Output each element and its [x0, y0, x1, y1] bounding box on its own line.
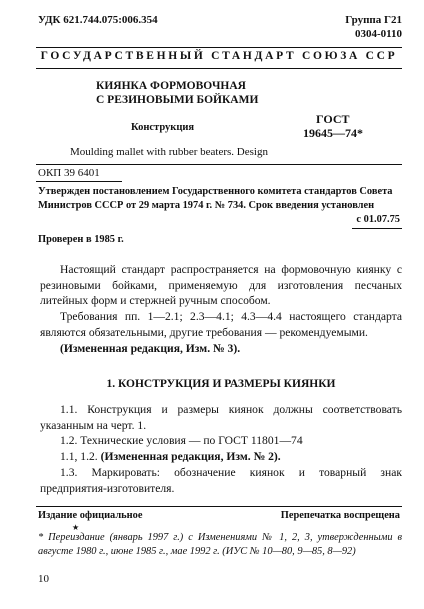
requirements-paragraph: Требования пп. 1—2.1; 2.3—4.1; 4.3—4.4 настоящего стандарта являются обязательными, другие требования — рекомендуемыми.	[40, 310, 402, 339]
gost-label: ГОСТ	[316, 112, 350, 126]
organization-banner: ГОСУДАРСТВЕННЫЙ СТАНДАРТ СОЮЗА ССР	[40, 50, 398, 62]
revision-note-3: (Измененная редакция, Изм. № 3).	[60, 342, 241, 355]
intro-paragraph: Настоящий стандарт распространяется на формовочную киянку с резиновыми бойками, применяемую для изготовления песчаных литейных форм и стержней ручным способом.	[40, 263, 402, 308]
approval-line1: Утвержден постановлением Государственного комитета стандартов Совета	[38, 186, 393, 197]
header-rule-bottom	[36, 68, 402, 69]
clause-1-1-1-2-revision	[40, 449, 402, 465]
reprint-ban: Перепечатка воспрещена	[280, 510, 400, 521]
footer-rule	[36, 506, 402, 507]
gost-number: 19645—74*	[303, 126, 363, 140]
standard-title-line2: С РЕЗИНОВЫМИ БОЙКАМИ	[96, 94, 259, 106]
star-icon: ★	[72, 523, 80, 532]
classification-code: 0304-0110	[354, 28, 402, 40]
standard-subtitle: Конструкция	[131, 122, 195, 133]
title-rule	[36, 164, 402, 165]
okp-underline	[36, 181, 122, 182]
english-title: Moulding mallet with rubber beaters. Design	[70, 146, 268, 158]
clause-1-2: 1.2. Технические условия — по ГОСТ 11801—74	[60, 434, 303, 447]
group-label: Группа Г21	[345, 14, 402, 26]
standard-title: КИЯНКА ФОРМОВОЧНАЯ	[96, 80, 246, 92]
revision-note-2: (Измененная редакция, Изм. № 2).	[100, 450, 281, 463]
section-heading: 1. КОНСТРУКЦИЯ И РАЗМЕРЫ КИЯНКИ	[106, 378, 336, 390]
official-edition: Издание официальное	[38, 510, 143, 521]
approval-line2: Министров СССР от 29 марта 1974 г. № 734. Срок введения установлен	[38, 200, 375, 211]
header-rule-top	[36, 47, 402, 48]
checked-note: Проверен в 1985 г.	[38, 234, 124, 245]
clause-1-3: 1.3. Маркировать: обозначение киянок и товарный знак предприятия-изготовителя.	[40, 466, 402, 495]
reissue-footnote: * Переиздание (январь 1997 г.) с Изменениями № 1, 2, 3, утвержденными в августе 1980 г., июне 1985 г., мае 1992 г. (ИУС № 10—80, 9—85, 8—92)	[38, 532, 402, 557]
effective-date: с 01.07.75	[356, 214, 400, 225]
clause-1-1: 1.1. Конструкция и размеры киянок должны соответствовать указанным на черт. 1.	[40, 403, 402, 432]
effective-date-underline	[352, 228, 402, 229]
okp-code: ОКП 39 6401	[38, 167, 100, 179]
clause-numbers: 1.1, 1.2.	[60, 450, 98, 463]
udk-code: УДК 621.744.075:006.354	[38, 14, 158, 26]
page-number: 10	[38, 573, 49, 585]
